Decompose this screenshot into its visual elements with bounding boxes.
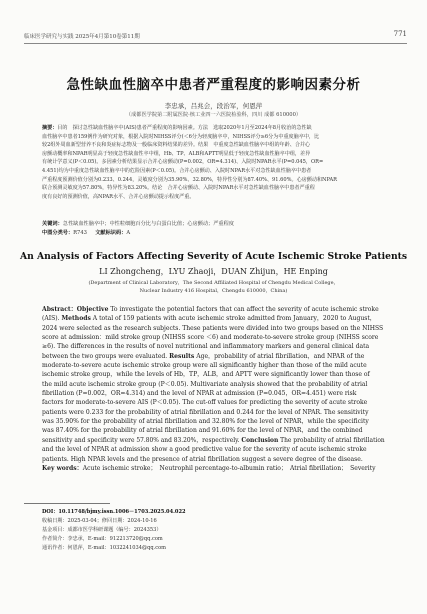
english-abstract-line: Abstract：Objective To investigate the potential factors that can affect the severity of acute ischemic stroke <box>42 306 379 313</box>
english-keywords: Key words：Acute ischemic stroke； Neutrophil percentage-to-albumin ratio； Atrial fibrillation； Severity <box>42 464 376 472</box>
chinese-abstract-line: 较2组外周血新型营养不良和炎症标志物及一般临床资料结果的差异。结果 中重度急性缺血性脑卒中组的年龄、合并心 <box>42 142 311 149</box>
english-abstract-line: factors for moderate-to-severe AIS (P＜0.05). The cut-off values for predicting the severity of acute stroke <box>42 399 368 407</box>
english-abstract-line: was 35.90% for the probability of atrial fibrillation and 32.80% for the level of NPAR，while the specificity <box>42 418 369 426</box>
chinese-keywords: 关键词：急性缺血性脑卒中；中性粒细胞百分比与白蛋白比值；心房颤动；严重程度 <box>42 221 234 227</box>
page-number: 771 <box>393 30 407 38</box>
english-abstract-line: fibrillation (P=0.002，OR=4.314) and the level of NPAR at admission (P=0.045，OR=4.451) were risk <box>42 390 357 398</box>
english-abstract-line: ≥6). The differences in the results of novel nutritional and inflammatory markers and general clinical data <box>42 343 370 351</box>
english-affiliation: (Department of Clinical Laboratory，The Second Affiliated Hospital of Chengdu Medical College， Nuclear Industry 416 Hospital，Chengdu 610000，China) <box>88 280 339 294</box>
chinese-abstract-line: 严重程度预测价值分别为0.233、0.244，灵敏度分别为35.90%、32.80%，特异性分别为87.40%、91.60%。心房颤动和NPAR <box>42 176 337 183</box>
received-date: 收稿日期：2025-03-04；修回日期：2024-10-16 <box>42 518 157 524</box>
chinese-abstract-line: 有统计学意义(P＜0.05)。多因素分析结果显示合并心房颤动(P=0.002，OR=4.314)、入院时NPAR水平(P=0.045，OR= <box>42 159 324 166</box>
author-intro: 作者简介：李忠承，E-mail：912213720@qq.com <box>42 536 163 542</box>
running-header <box>24 32 407 42</box>
footnote-divider <box>24 503 110 504</box>
english-abstract-line: patients were 0.233 for the probability of atrial fibrillation and 0.244 for the level of NPAR. The sensitivity <box>42 408 369 416</box>
chinese-abstract-line: 联合预测灵敏度为57.80%，特异性为83.20%。结论 合并心房颤动、入院时NPAR水平对急性缺血性脑卒中患者严重程 <box>42 185 315 192</box>
chinese-abstract-line: 房颤动概率和NPAR明显高于轻度急性缺血性卒中组，Hb、TP、ALB和APTT明显低于轻度急性缺血性脑卒中组，差异 <box>42 150 311 157</box>
chinese-abstract-line: 摘要：目的 探讨急性缺血性脑卒中(AIS)患者严重程度的影响因素。方法 选取2020年1月至2024年8月收治的急性缺 <box>42 125 312 131</box>
corresponding-author: 通讯作者：何恩萍，E-mail：1032241034@qq.com <box>42 545 166 551</box>
journal-name: 临床医学研究与实践 2025年4月第10卷第11期 <box>24 34 140 40</box>
classification-line: 中图分类号：R743 文献标识码：A <box>42 229 131 236</box>
footnotes <box>42 508 186 553</box>
english-abstract-line: sensitivity and specificity were 57.80% and 83.20%，respectively. Conclusion The probability of atrial fibrillation <box>42 436 385 444</box>
chinese-abstract-line: 度有良好的预测价值，高NPAR水平、合并心房颤动提示程度严重。 <box>42 193 195 200</box>
english-abstract-line: patients. High NPAR levels and the presence of atrial fibrillation suggest a severe degree of the disease. <box>42 455 363 463</box>
english-title: An Analysis of Factors Affecting Severity of Acute Ischemic Stroke Patients <box>19 251 408 262</box>
abstract-label: 摘要： <box>42 125 58 131</box>
english-abstract-line: 2024 were selected as the research subjects. These patients were divided into two groups based on the NIHSS <box>42 324 384 332</box>
english-abstract-line: the mild acute ischemic stroke group (P＜0.05). Multivariate analysis showed that the probability of atrial <box>42 380 368 388</box>
english-abstract-line: score at admission：mild stroke group (NIHSS score ＜6) and moderate-to-severe stroke group (NIHSS score <box>42 334 379 342</box>
chinese-keywords-block <box>42 220 385 237</box>
chinese-title: 急性缺血性脑卒中患者严重程度的影响因素分析 <box>66 77 361 93</box>
chinese-abstract-line: 血性脑卒中患者159例作为研究对象，根据入院时NIHSS评分(＜6分为轻度脑卒中，NIHSS评分≥6分为中重度脑卒中，比 <box>42 133 320 140</box>
english-abstract-line: ischemic stroke group，while the levels of Hb，TP，ALB，and APTT were significantly lower than those of <box>42 371 370 379</box>
header-divider <box>24 43 407 44</box>
english-abstract-line: between the two groups were evaluated. Results Age，probability of atrial fibrillation，and NPAR of the <box>42 352 365 360</box>
english-authors: LI Zhongcheng，LYU Zhaoji，DUAN Zhijun，HE Enping <box>99 267 328 276</box>
chinese-affiliation: （成都医学院第二附属医院·核工业四一六医院检验科，四川 成都 610000） <box>125 112 302 118</box>
doi: DOI：10.11748/bjmy.issn.1006－1703.2025.04.022 <box>42 509 186 515</box>
chinese-abstract <box>42 124 385 201</box>
english-abstract-line: and the level of NPAR at admission show a good predictive value for the severity of acute ischemic stroke <box>42 446 367 454</box>
chinese-authors: 李忠承，吕兆会，段治军，何恩萍 <box>164 102 263 110</box>
chinese-abstract-line: 4.451)均为中重度急性缺血性脑卒中的危险因素(P＜0.05)。合并心房颤动、入院时NPAR水平对急性缺血性脑卒中患者 <box>42 167 312 174</box>
fund-project: 基金项目：成都市医学科研课题（编号：2024353） <box>42 527 162 533</box>
english-abstract-line: was 87.40% for the probability of atrial fibrillation and 91.60% for the level of NPAR，and the combined <box>42 427 363 435</box>
english-abstract-line: moderate-to-severe acute ischemic stroke group were all significantly higher than those of the mild acute <box>42 362 367 370</box>
english-abstract <box>42 305 385 473</box>
english-abstract-line: (AIS). Methods A total of 159 patients with acute ischemic stroke admitted from January，2020 to August， <box>42 315 376 323</box>
